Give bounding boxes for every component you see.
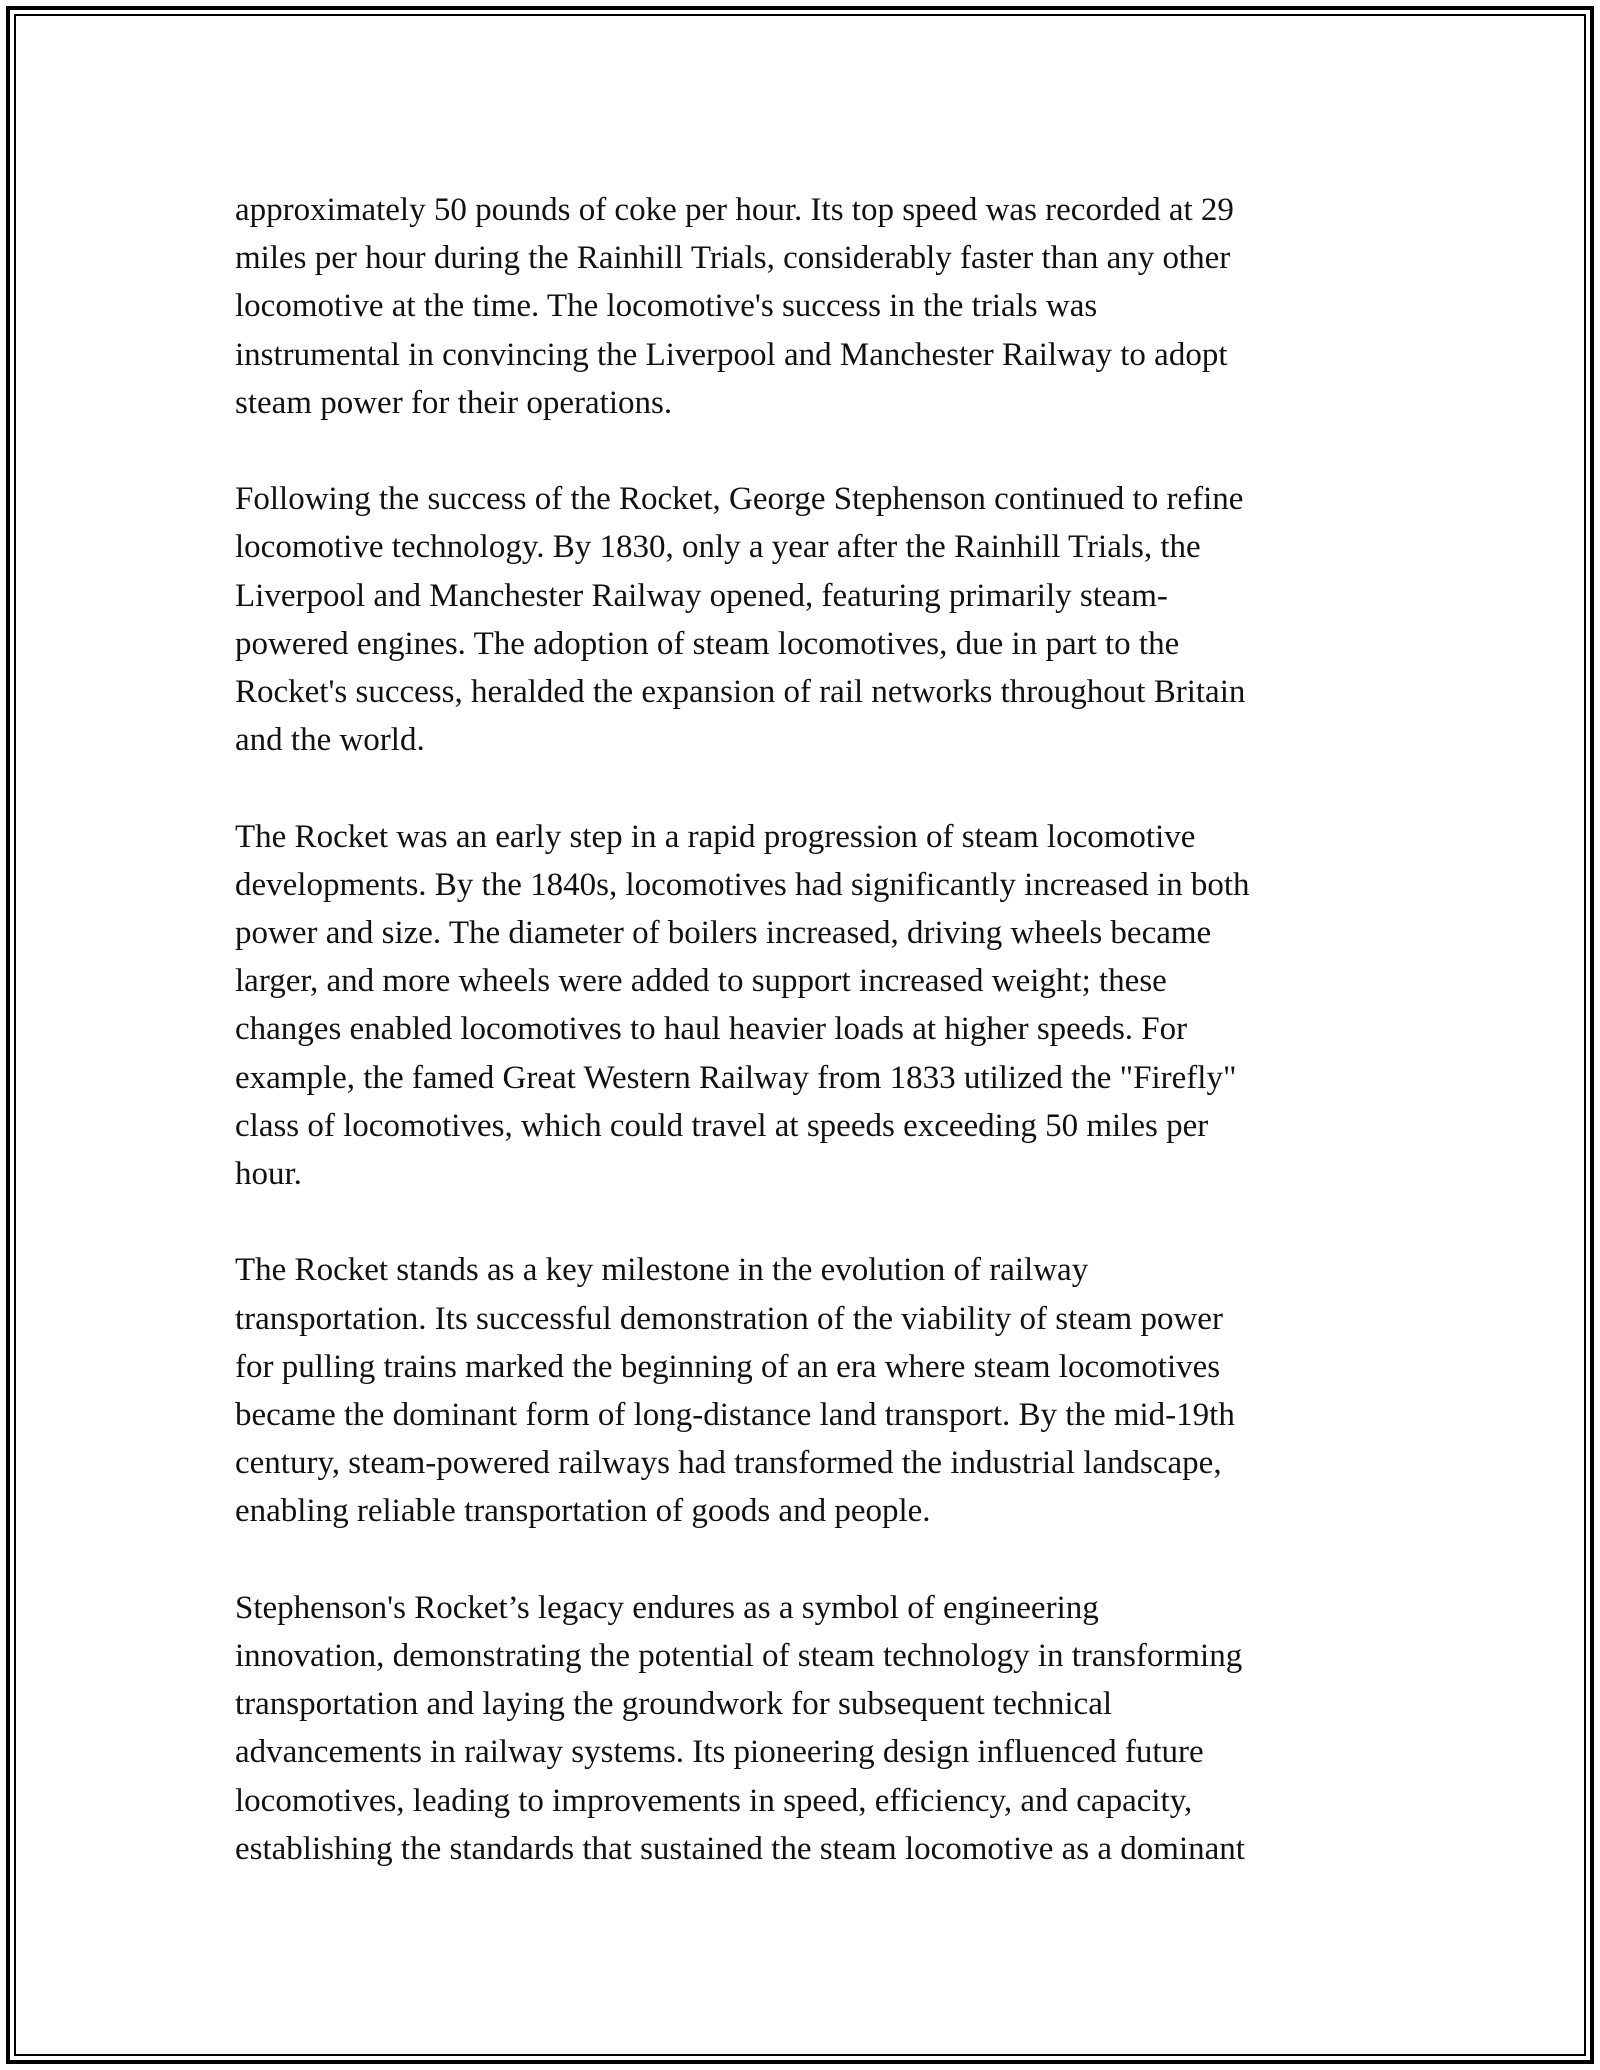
paragraph-4: The Rocket stands as a key milestone in the evolution of railway transportation. Its successful demonstration of the viability of steam power for pulling trains marked the beginning of an era where steam locomotives became the dominant form of long-distance land transport. By the mid-19th century, steam-powered railways had transformed the industrial landscape, enabling reliable transportation of goods and people. xyxy=(235,1252,1235,1530)
paragraph-3: The Rocket was an early step in a rapid progression of steam locomotive developments. By the 1840s, locomotives had significantly increased in both power and size. The diameter of boilers increased, driving wheels became larger, and more wheels were added to support increased weight; these changes enabled locomotives to haul heavier loads at higher speeds. For example, the famed Great Western Railway from 1833 utilized the "Firefly" class of locomotives, which could travel at speeds exceeding 50 miles per hour. xyxy=(235,818,1250,1193)
paragraph-5: Stephenson's Rocket’s legacy endures as a symbol of engineering innovation, demonstrating the potential of steam technology in transforming transportation and laying the groundwork for subsequent technical advancements in railway systems. Its pioneering design influenced future locomotives, leading to improvements in speed, efficiency, and capacity, establishing the standards that sustained the steam locomotive as a dominant xyxy=(235,1589,1245,1867)
document-body xyxy=(235,186,1380,1873)
paragraph-2: Following the success of the Rocket, George Stephenson continued to refine locomotive technology. By 1830, only a year after the Rainhill Trials, the Liverpool and Manchester Railway opened, featuring primarily steam- powered engines. The adoption of steam locomotives, due in part to the Rocket's success, heralded the expansion of rail networks throughout Britain and the world. xyxy=(235,481,1246,759)
paragraph-1: approximately 50 pounds of coke per hour. Its top speed was recorded at 29 miles per hour during the Rainhill Trials, considerably faster than any other locomotive at the time. The locomotive's success in the trials was instrumental in convincing the Liverpool and Manchester Railway to adopt steam power for their operations. xyxy=(235,192,1234,421)
